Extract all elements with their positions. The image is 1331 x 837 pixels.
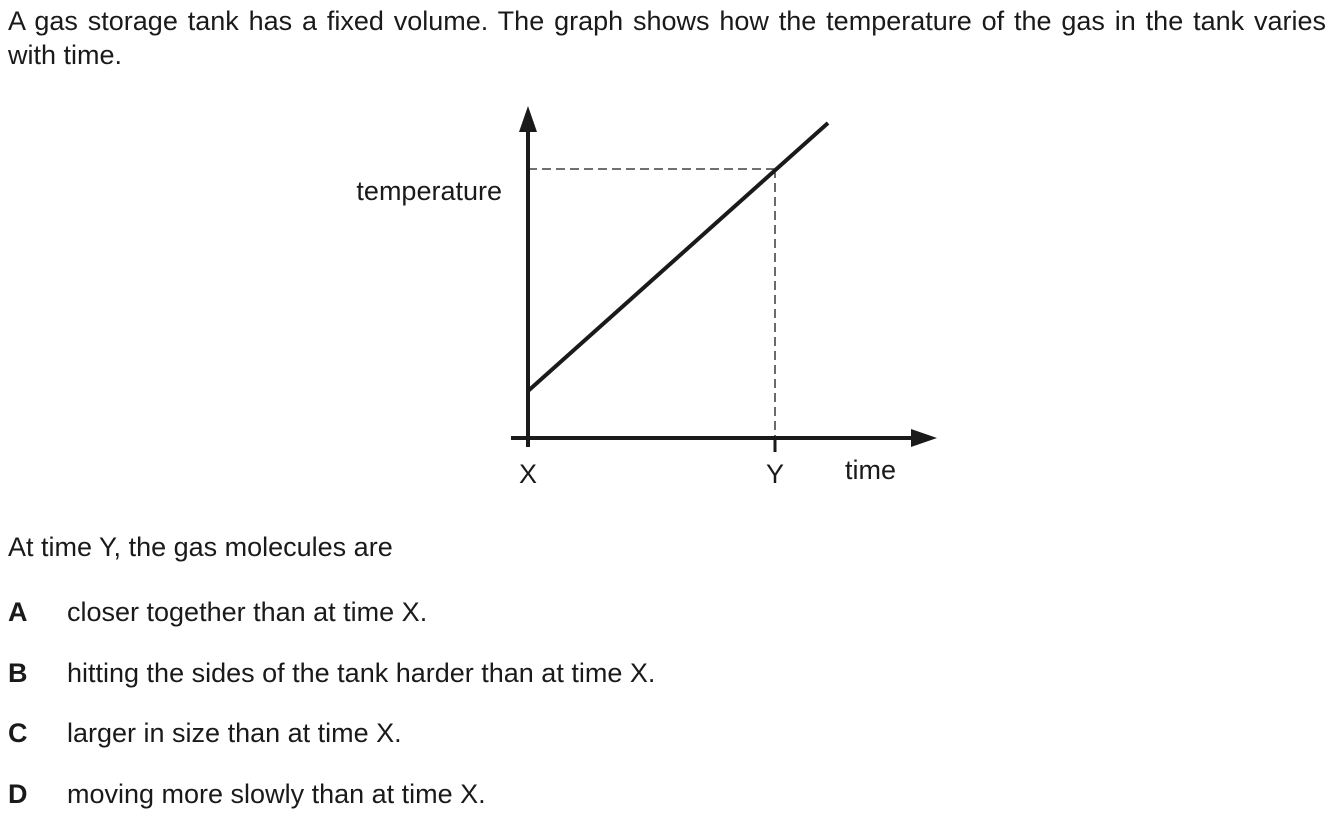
option-a[interactable] <box>8 595 655 656</box>
option-c-text: larger in size than at time X. <box>67 716 402 750</box>
temperature-line <box>528 123 828 391</box>
option-c-letter: C <box>8 716 67 750</box>
option-a-text: closer together than at time X. <box>67 595 427 629</box>
option-d[interactable] <box>8 777 655 837</box>
option-d-text: moving more slowly than at time X. <box>67 777 486 811</box>
y-axis-arrowhead <box>519 106 537 132</box>
question-stem: A gas storage tank has a fixed volume. The graph shows how the temperature of the gas in the tank varies with time. <box>8 4 1326 72</box>
option-a-letter: A <box>8 595 67 629</box>
option-b-letter: B <box>8 656 67 690</box>
option-d-letter: D <box>8 777 67 811</box>
tick-label-y: Y <box>766 459 784 489</box>
x-axis-arrowhead <box>911 429 937 447</box>
tick-label-x: X <box>519 459 537 489</box>
option-b-text: hitting the sides of the tank harder than at time X. <box>67 656 655 690</box>
option-b[interactable] <box>8 656 655 717</box>
y-axis-label: temperature <box>356 176 502 206</box>
question-prompt: At time Y, the gas molecules are <box>8 530 393 564</box>
answer-options <box>8 595 655 837</box>
x-axis-label: time <box>845 455 896 485</box>
option-c[interactable] <box>8 716 655 777</box>
